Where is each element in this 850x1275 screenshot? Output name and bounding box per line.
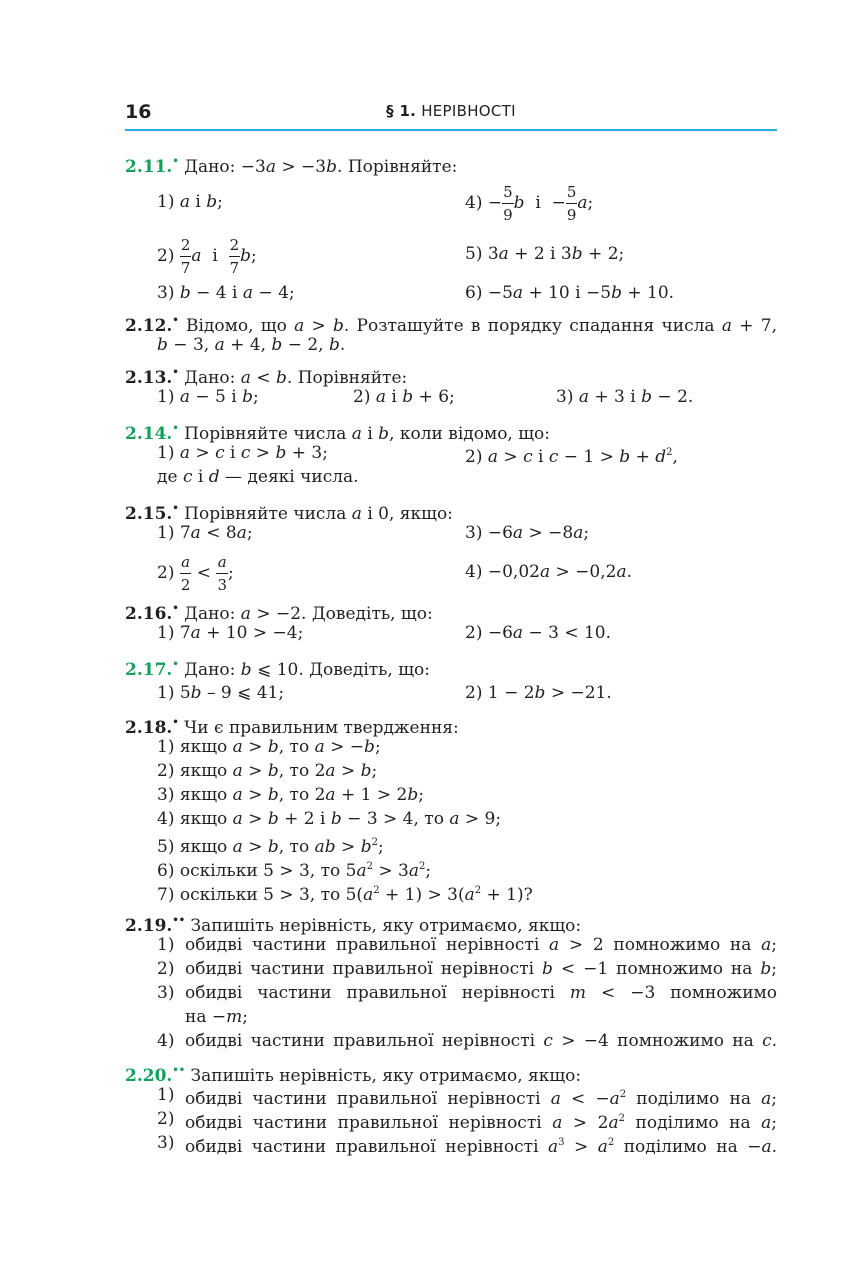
exercise-2-11-item-2: 2) $\frac{2}{7}$ a і $\frac{2}{7}$ b;: [157, 236, 257, 277]
exercise-2-15-item-3: 3) −6a > −8a;: [465, 523, 590, 543]
exercise-2-17-item-1: 1) 5b – 9 ⩽ 41;: [157, 683, 285, 703]
section-title: НЕРІВНОСТІ: [421, 102, 516, 120]
exercise-2-15-item-4: 4) −0,02a > −0,2a.: [465, 562, 632, 582]
exercise-2-19-item-3: обидві частини правильної нерівності m < −3 помножимо: [185, 983, 778, 1003]
exercise-2-14-heading: 2.14.• Порівняйте числа a і b, коли відомо, що:: [125, 423, 551, 444]
exercise-2-20-num-1: 1): [157, 1085, 175, 1105]
exercise-2-18-item-2: 2) якщо a > b, то 2a > b;: [157, 761, 378, 781]
exercise-2-18-item-5: 5) якщо a > b, то ab > $b^2$;: [157, 837, 384, 857]
exercise-2-18-item-3: 3) якщо a > b, то 2a + 1 > 2b;: [157, 785, 424, 805]
exercise-2-11-item-3: 3) b − 4 і a − 4;: [157, 283, 295, 303]
exercise-2-19-item-4: обидві частини правильної нерівності c > −4 помножимо на c.: [185, 1031, 777, 1051]
exercise-2-19-num-1: 1): [157, 935, 175, 955]
exercise-2-20-num-3: 3): [157, 1133, 175, 1153]
exercise-2-16-heading: 2.16.• Дано: a > −2. Доведіть, що:: [125, 603, 433, 624]
exercise-2-20-item-2: обидві частини правильної нерівності $a > 2a^2$ поділимо на a;: [185, 1113, 777, 1133]
exercise-2-17-heading: 2.17.• Дано: b ⩽ 10. Доведіть, що:: [125, 659, 431, 680]
exercise-2-18-item-6: 6) оскільки 5 > 3, то $5a^2 > 3a^2$;: [157, 861, 432, 881]
exercise-2-19-num-3: 3): [157, 983, 175, 1003]
exercise-2-19-heading: 2.19.•• Запишіть нерівність, яку отримаємо, якщо:: [125, 915, 582, 936]
page-header: [125, 98, 777, 132]
exercise-2-13-item-1: 1) a − 5 і b;: [157, 387, 259, 407]
exercise-2-11-item-6: 6) −5a + 10 і −5b + 10.: [465, 283, 675, 303]
header-rule: [125, 129, 777, 131]
page-number: 16: [125, 101, 152, 123]
exercise-2-14-note: де c і d — деякі числа.: [157, 467, 359, 487]
section-symbol: § 1.: [386, 102, 417, 120]
exercise-2-13-item-3: 3) a + 3 і b − 2.: [556, 387, 694, 407]
exercise-2-15-heading: 2.15.• Порівняйте числа a і 0, якщо:: [125, 503, 453, 524]
exercise-2-20-item-3: обидві частини правильної нерівності $a^3 > a^2$ поділимо на −a.: [185, 1137, 777, 1157]
exercise-2-18-heading: 2.18.• Чи є правильним твердження:: [125, 717, 459, 738]
exercise-2-19-item-3-cont: на −m;: [185, 1007, 248, 1027]
exercise-2-15-item-1: 1) 7a < 8a;: [157, 523, 253, 543]
exercise-2-17-item-2: 2) 1 − 2b > −21.: [465, 683, 612, 703]
exercise-2-18-item-1: 1) якщо a > b, то a > −b;: [157, 737, 381, 757]
exercise-2-16-item-2: 2) −6a − 3 < 10.: [465, 623, 612, 643]
exercise-2-20-num-2: 2): [157, 1109, 175, 1129]
exercise-2-12-line-2: b − 3, a + 4, b − 2, b.: [157, 335, 346, 355]
exercise-2-13-item-2: 2) a і b + 6;: [353, 387, 455, 407]
exercise-2-19-num-4: 4): [157, 1031, 175, 1051]
exercise-2-18-item-7: 7) оскільки 5 > 3, то $5(a^2 + 1) > 3(a^2 + 1)$?: [157, 885, 533, 905]
exercise-2-11-item-5: 5) 3a + 2 і 3b + 2;: [465, 244, 625, 264]
exercise-2-15-item-2: 2) $\frac{a}{2}$ < $\frac{a}{3}$ ;: [157, 553, 234, 594]
exercise-2-19-num-2: 2): [157, 959, 175, 979]
exercise-2-20-heading: 2.20.•• Запишіть нерівність, яку отримаємо, якщо:: [125, 1065, 582, 1086]
exercise-2-13-heading: 2.13.• Дано: a < b. Порівняйте:: [125, 367, 408, 388]
exercise-2-14-item-1: 1) a > c і c > b + 3;: [157, 443, 328, 463]
exercise-2-11-heading: 2.11.• Дано: −3a > −3b. Порівняйте:: [125, 156, 458, 177]
exercise-2-18-item-4: 4) якщо a > b + 2 і b − 3 > 4, то a > 9;: [157, 809, 502, 829]
exercise-2-19-item-2: обидві частини правильної нерівності b < −1 помножимо на b;: [185, 959, 777, 979]
exercise-2-19-item-1: обидві частини правильної нерівності a > 2 помножимо на a;: [185, 935, 777, 955]
exercise-2-16-item-1: 1) 7a + 10 > −4;: [157, 623, 304, 643]
running-title: [125, 102, 777, 120]
exercise-2-14-item-2: 2) a > c і $c - 1 > b + d^2$,: [465, 447, 678, 467]
exercise-2-12-line-1: 2.12.• Відомо, що a > b. Розташуйте в порядку спадання числа a + 7,: [125, 315, 777, 336]
exercise-2-20-item-1: обидві частини правильної нерівності $a < -a^2$ поділимо на a;: [185, 1089, 777, 1109]
exercise-2-11-item-1: 1) a і b;: [157, 192, 223, 212]
exercise-2-11-item-4: 4) − $\frac{5}{9}$ b і − $\frac{5}{9}$ a;: [465, 183, 594, 224]
